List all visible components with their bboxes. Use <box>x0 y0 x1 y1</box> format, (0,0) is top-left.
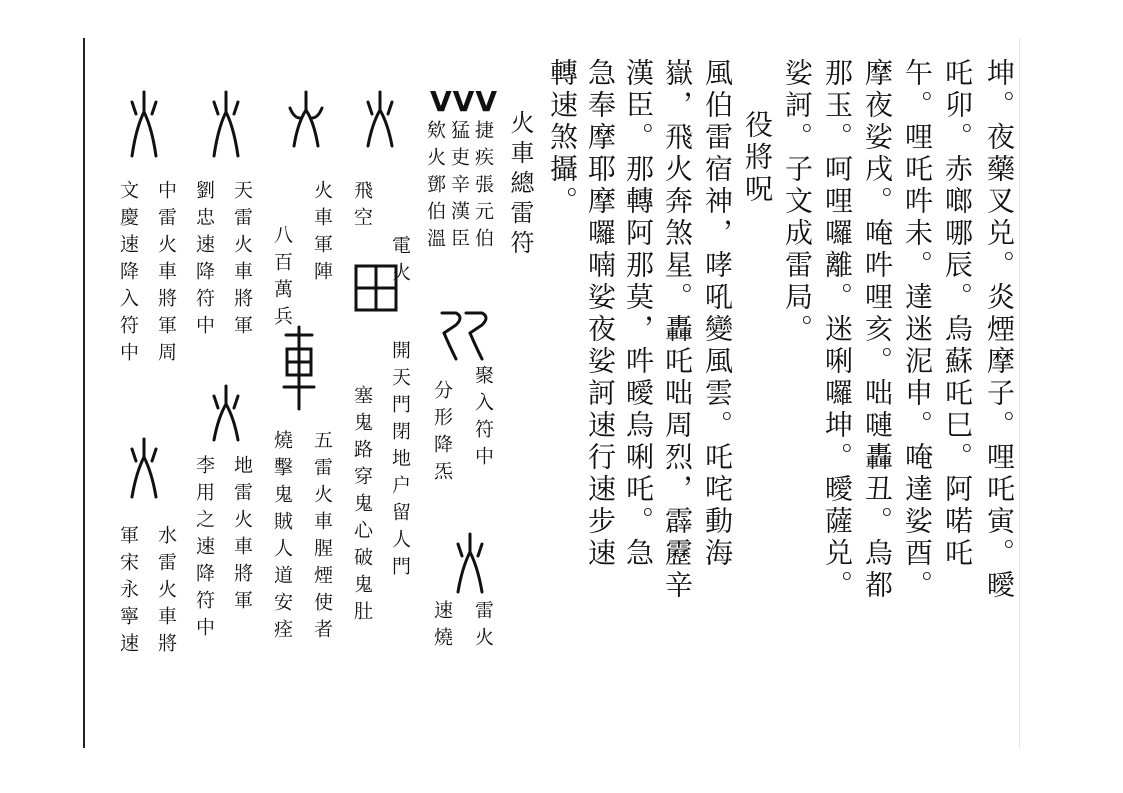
talisman-label: 雷火 <box>472 600 494 654</box>
page-margin-line <box>83 38 85 748</box>
talisman-label: 聚入符中 <box>472 365 494 473</box>
text-column-6: 娑訶。子文成雷局。 <box>781 58 814 346</box>
talisman-label: 飛空 <box>351 180 373 234</box>
fire-seal-glyph <box>126 88 162 160</box>
page-edge <box>1019 38 1020 748</box>
section-title: 役將呪 <box>741 110 774 206</box>
talisman-label: 燒擊鬼賊人道安痊 <box>271 430 293 646</box>
field-seal-glyph <box>352 262 400 314</box>
talisman-label: 五雷火車腥煙使者 <box>311 430 333 646</box>
vvv-glyph: VVV <box>430 85 499 118</box>
talisman-label: 欸火鄧伯溫 <box>424 120 446 255</box>
text-column-9: 嶽，飛火奔煞星。轟吒咄周烈，霹靂辛 <box>661 58 694 602</box>
talisman-label: 速燒 <box>431 600 453 654</box>
talisman-title: 火車總雷符 <box>506 110 534 260</box>
text-column-12: 轉速煞攝。 <box>546 58 579 218</box>
fire-seal-glyph <box>126 435 162 501</box>
talisman-label: 軍宋永寧速 <box>117 525 139 660</box>
text-column-4: 摩夜娑戌。唵吽哩亥。咄嗹轟丑。烏都 <box>861 58 894 602</box>
talisman-label: 火車軍陣 <box>311 180 333 288</box>
talisman-label: 猛吏辛漢臣 <box>448 120 470 255</box>
talisman-label: 文慶速降入符中 <box>117 180 139 369</box>
text-column-11: 急奉摩耶摩囉喃娑夜娑訶速行速步速 <box>584 58 617 570</box>
talisman-label: 地雷火車將軍 <box>231 455 253 617</box>
cloud-seal-glyph <box>436 305 492 363</box>
talisman-label: 八百萬兵 <box>271 225 293 333</box>
talisman-label: 開天門閉地户留人門 <box>389 340 411 583</box>
talisman-label: 天雷火車將軍 <box>231 180 253 342</box>
fire-seal-glyph <box>208 382 244 444</box>
talisman-label: 電火 <box>389 235 411 289</box>
talisman-label: 水雷火車將 <box>155 525 177 660</box>
talisman-label: 塞鬼路穿鬼心破鬼肚 <box>351 385 373 628</box>
talisman-label: 中雷火車將軍周 <box>155 180 177 369</box>
fire-seal-glyph <box>362 88 398 150</box>
talisman-label: 分形降炁 <box>431 380 453 488</box>
talisman-label: 劉忠速降符中 <box>193 180 215 342</box>
text-column-10: 漢臣。那轉阿那莫，吽曖烏唎吒。急 <box>622 58 655 570</box>
cart-seal-glyph <box>282 325 316 411</box>
talisman-label: 捷疾張元伯 <box>472 120 494 255</box>
fire-seal-glyph <box>208 88 244 160</box>
talisman-label: 李用之速降符中 <box>193 455 215 644</box>
fire-seal-glyph <box>452 530 488 596</box>
text-column-5: 那玉。呵哩囉離。迷唎囉坤。曖薩兑。 <box>821 58 854 602</box>
text-column-8: 風伯雷宿神，哮吼變風雲。吒咤動海 <box>701 58 734 570</box>
text-column-2: 吒卯。赤啷哪辰。烏蘇吒巳。阿喏吒 <box>941 58 974 570</box>
fire-seal-glyph <box>286 88 326 150</box>
text-column-3: 午。哩吒吽未。達迷泥申。唵達娑酉。 <box>901 58 934 602</box>
text-column-1: 坤。夜藥叉兑。炎煙摩子。哩吒寅。曖 <box>983 58 1016 602</box>
